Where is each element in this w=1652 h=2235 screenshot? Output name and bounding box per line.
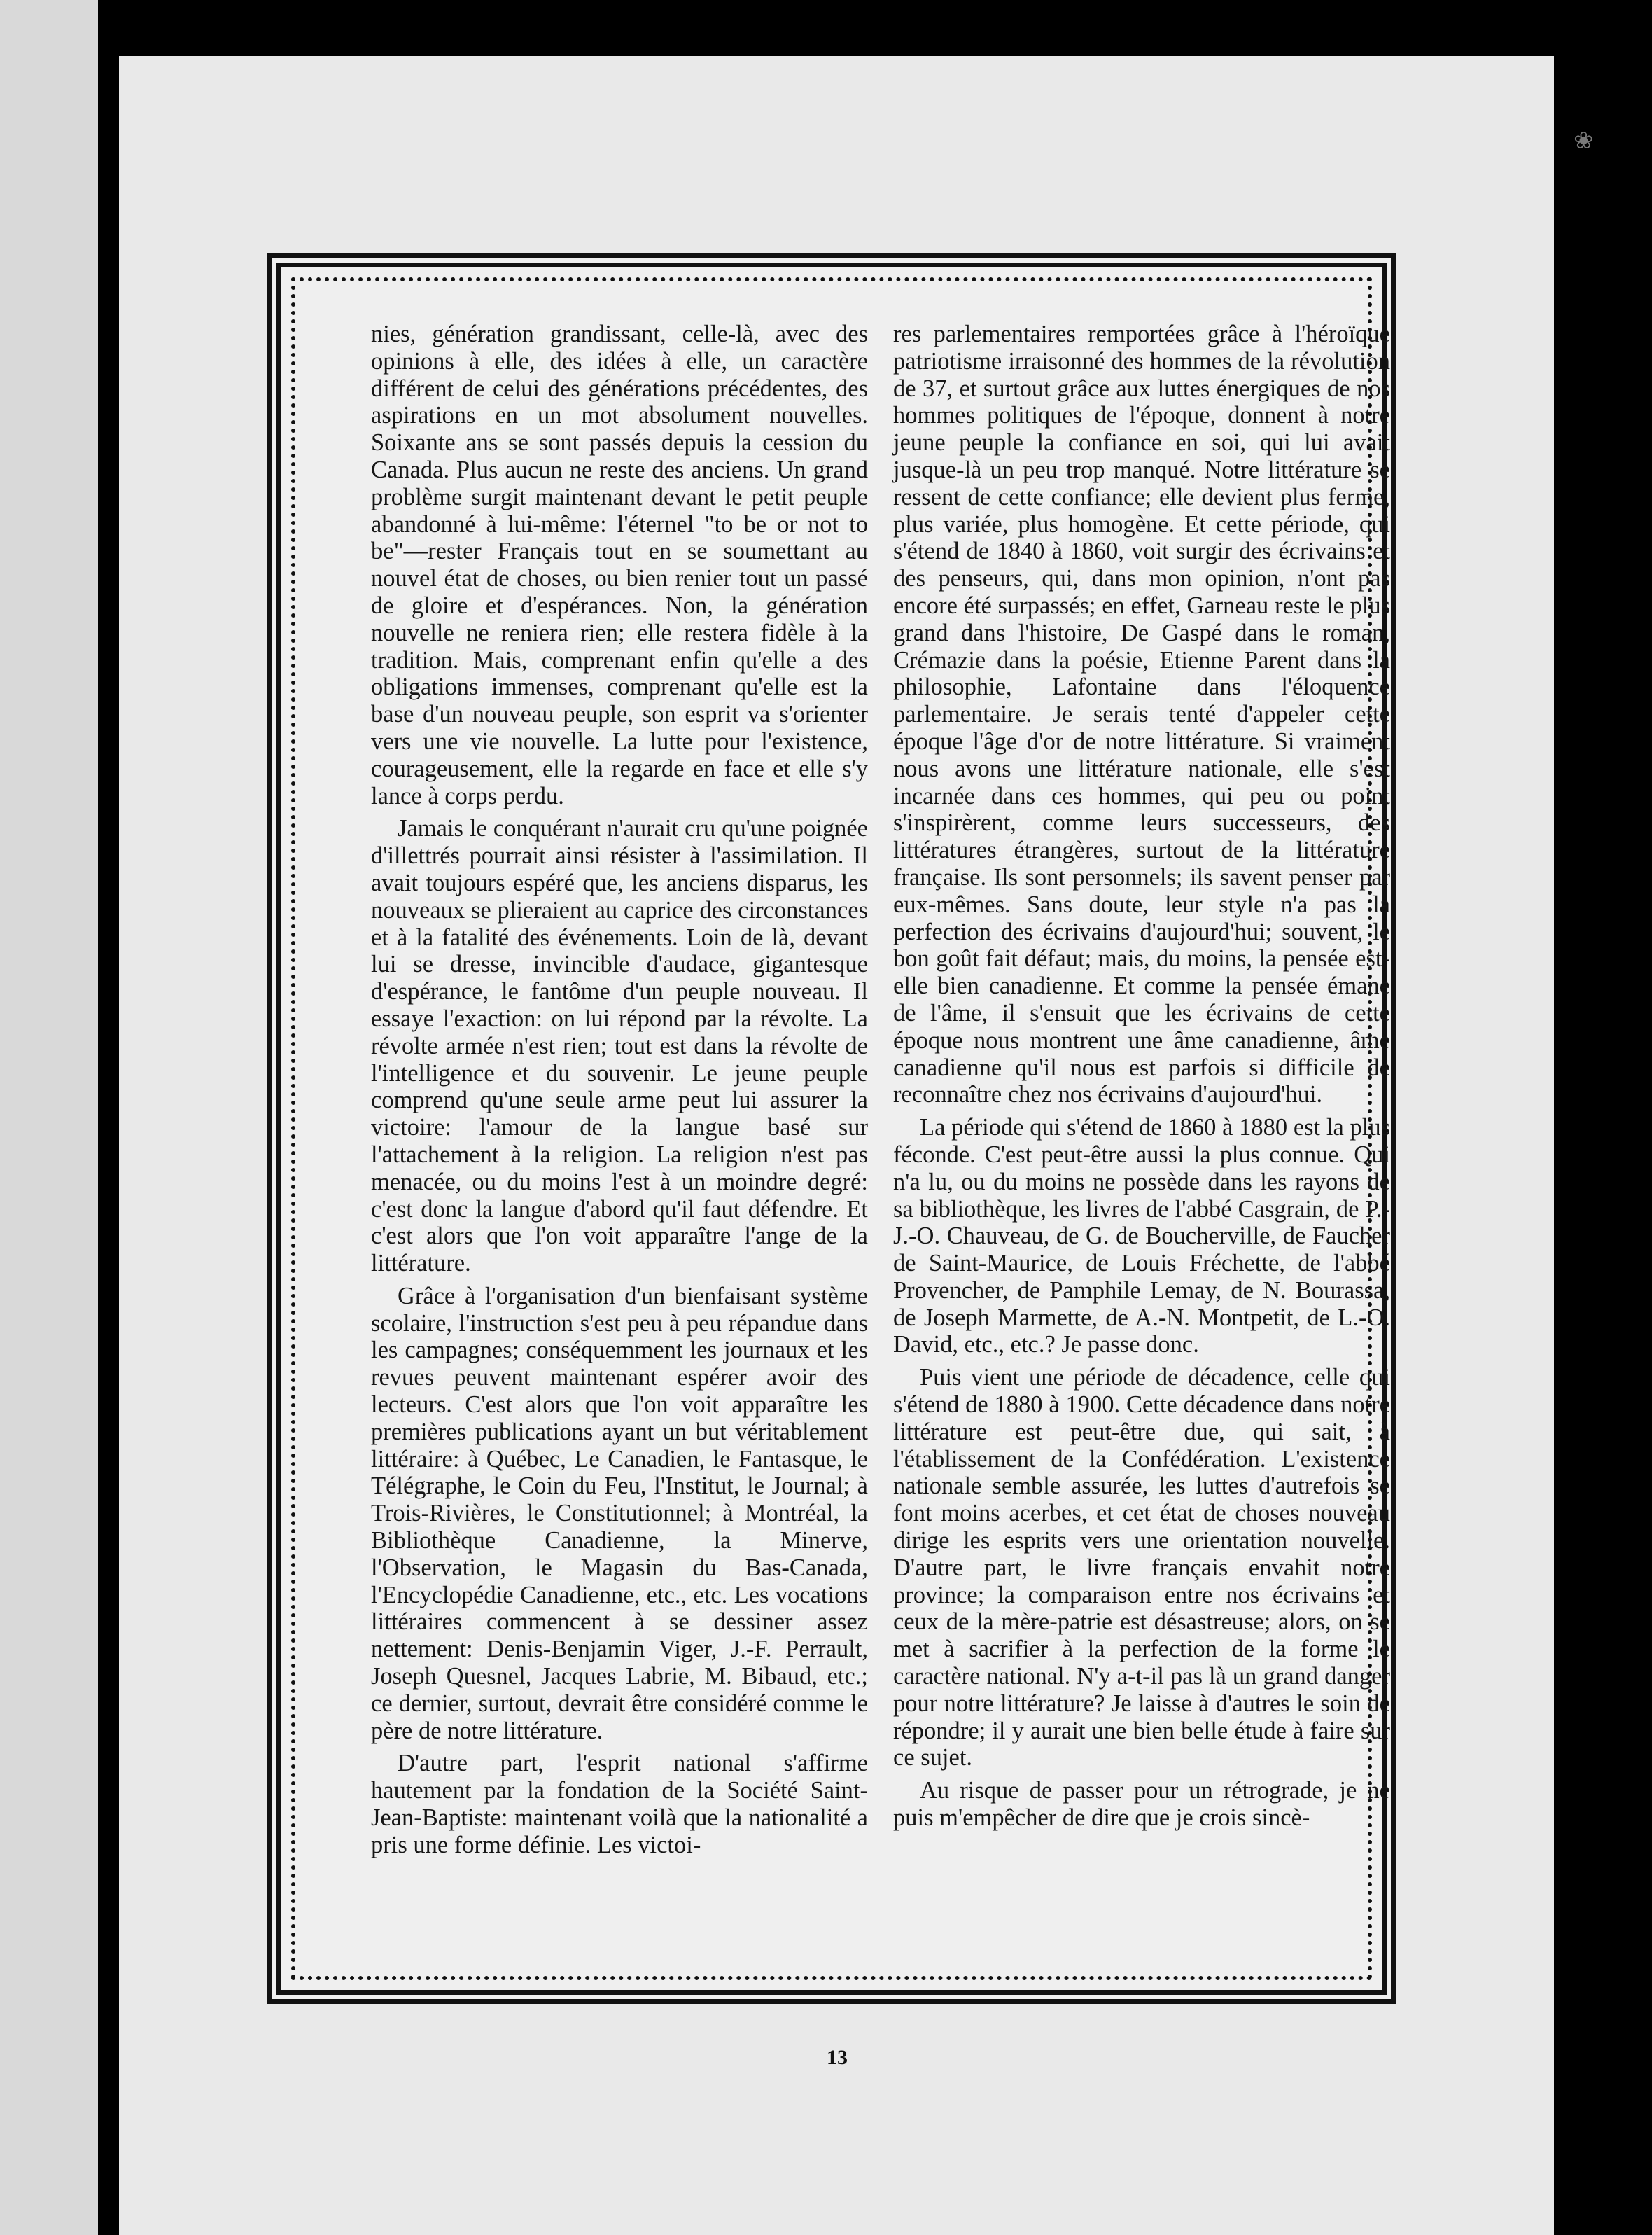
left-gutter [0, 0, 98, 2235]
right-paragraph-1: res parlementaires remportées grâce à l'héroïque patriotisme irraisonné des hommes de la révolution de 37, et surtout grâce aux luttes énergiques de nos hommes politiques de l'époque, donnent à notre jeune peuple la confiance en soi, qui lui avait jusque-là un peu trop manqué. Notre littérature se ressent de cette confiance; elle devient plus ferme, plus variée, plus homogène. Et cette période, qui s'étend de 1840 à 1860, voit surgir des écrivains et des penseurs, qui, dans mon opinion, n'ont pas encore été surpassés; en effet, Garneau reste le plus grand dans l'histoire, De Gaspé dans le roman, Crémazie dans la poésie, Etienne Parent dans la philosophie, Lafontaine dans l'éloquence parlementaire. Je serais tenté d'appeler cette époque l'âge d'or de notre littérature. Si vraiment nous avons une littérature nationale, elle s'est incarnée dans ces hommes, qui peu ou point s'inspirèrent, comme leurs successeurs, des littératures étrangères, surtout de la littérature française. Ils sont personnels; ils savent penser par eux-mêmes. Sans doute, leur style n'a pas la perfection des écrivains d'aujourd'hui; souvent, le bon goût fait défaut; mais, du moins, la pensée est-elle bien canadienne. Et comme la pensée émane de l'âme, il s'ensuit que les écrivains de cette époque nous montrent une âme canadienne, âme canadienne qu'il nous est parfois si difficile de reconnaître chez nos écrivains d'aujourd'hui. [893, 321, 1390, 1108]
right-paragraph-3: Puis vient une période de décadence, celle qui s'étend de 1880 à 1900. Cette décadence dans notre littérature est peut-être due, qui sait, à l'établissement de la Confédération. L'existence nationale semble assurée, les luttes d'autrefois se font moins acerbes, et cet état de choses nouveau dirige les esprits vers une orientation nouvelle. D'autre part, le livre français envahit notre province; la comparaison entre nos écrivains et ceux de la mère-patrie est désastreuse; alors, on se met à sacrifier à la perfection de la forme le caractère national. N'y a-t-il pas là un grand danger pour notre littérature? Je laisse à d'autres le soin de répondre; il y aurait une bien belle étude à faire sur ce sujet. [893, 1364, 1390, 1771]
right-paragraph-2: La période qui s'étend de 1860 à 1880 est la plus féconde. C'est peut-être aussi la plus connue. Qui n'a lu, ou du moins ne possède dans les rayons de sa bibliothèque, les livres de l'abbé Casgrain, de P.-J.-O. Chauveau, de G. de Boucherville, de Faucher de Saint-Maurice, de Louis Fréchette, de l'abbé Provencher, de Pamphile Lemay, de N. Bourassa, de Joseph Marmette, de A.-N. Montpetit, de L.-O. David, etc., etc.? Je passe donc. [893, 1114, 1390, 1358]
left-paragraph-2: Jamais le conquérant n'aurait cru qu'une poignée d'illettrés pourrait ainsi résister à l'assimilation. Il avait toujours espéré que, les anciens disparus, les nouveaux se plieraient au caprice des circonstances et à la fatalité des événements. Loin de là, devant lui se dresse, invincible d'audace, gigantesque d'espérance, le fantôme d'un peuple nouveau. Il essaye l'exaction: on lui répond par la révolte. La révolte armée n'est rien; tout est dans la révolte de l'intelligence et du souvenir. Le jeune peuple comprend qu'une seule arme peut lui assurer la victoire: l'amour de la langue basé sur l'attachement à la religion. La religion n'est pas menacée, ou du moins l'est à un moindre degré: c'est donc la langue d'abord qu'il faut défendre. Et c'est alors que l'on voit apparaître l'ange de la littérature. [371, 815, 868, 1277]
left-paragraph-3: Grâce à l'organisation d'un bienfaisant système scolaire, l'instruction s'est peu à peu répandue dans les campagnes; conséquemment les journaux et les revues peuvent maintenant espérer avoir des lecteurs. C'est alors que l'on voit apparaître les premières publications ayant un but véritablement littéraire: à Québec, Le Canadien, le Fantasque, le Télégraphe, le Coin du Feu, l'Institut, le Journal; à Trois-Rivières, le Constitutionnel; à Montréal, la Bibliothèque Canadienne, la Minerve, l'Observation, le Magasin du Bas-Canada, l'Encyclopédie Canadienne, etc., etc. Les vocations littéraires commencent à se dessiner assez nettement: Denis-Benjamin Viger, J.-F. Perrault, Joseph Quesnel, Jacques Labrie, M. Bibaud, etc.; ce dernier, surtout, devrait être considéré comme le père de notre littérature. [371, 1282, 868, 1744]
gutter-rule [98, 0, 119, 2235]
edge-mark: ❀ [1574, 132, 1594, 150]
left-text-column [371, 321, 868, 1859]
right-paragraph-4: Au risque de passer pour un rétrograde, je ne puis m'empêcher de dire que je crois sincè- [893, 1777, 1390, 1832]
page-number: 13 [827, 2046, 848, 2069]
left-paragraph-4: D'autre part, l'esprit national s'affirme hautement par la fondation de la Société Saint-Jean-Baptiste: maintenant voilà que la nationalité a pris une forme définie. Les victoi- [371, 1750, 868, 1858]
decorative-border-frame [267, 253, 1396, 2004]
left-paragraph-1: nies, génération grandissant, celle-là, avec des opinions à elle, des idées à elle, un caractère différent de celui des générations précédentes, des aspirations en un mot absolument nouvelles. Soixante ans se sont passés depuis la cession du Canada. Plus aucun ne reste des anciens. Un grand problème surgit maintenant devant le petit peuple abandonné à lui-même: l'éternel "to be or not to be"—rester Français tout en se soumettant au nouvel état de choses, ou bien renier tout un passé de gloire et d'espérances. Non, la génération nouvelle ne reniera rien; elle restera fidèle à la tradition. Mais, comprenant enfin qu'elle a des obligations immenses, comprenant qu'elle est la base d'un nouveau peuple, son esprit va s'orienter vers une vie nouvelle. La lutte pour l'existence, courageusement, elle la regarde en face et elle s'y lance à corps perdu. [371, 321, 868, 809]
right-text-column [893, 321, 1390, 1832]
